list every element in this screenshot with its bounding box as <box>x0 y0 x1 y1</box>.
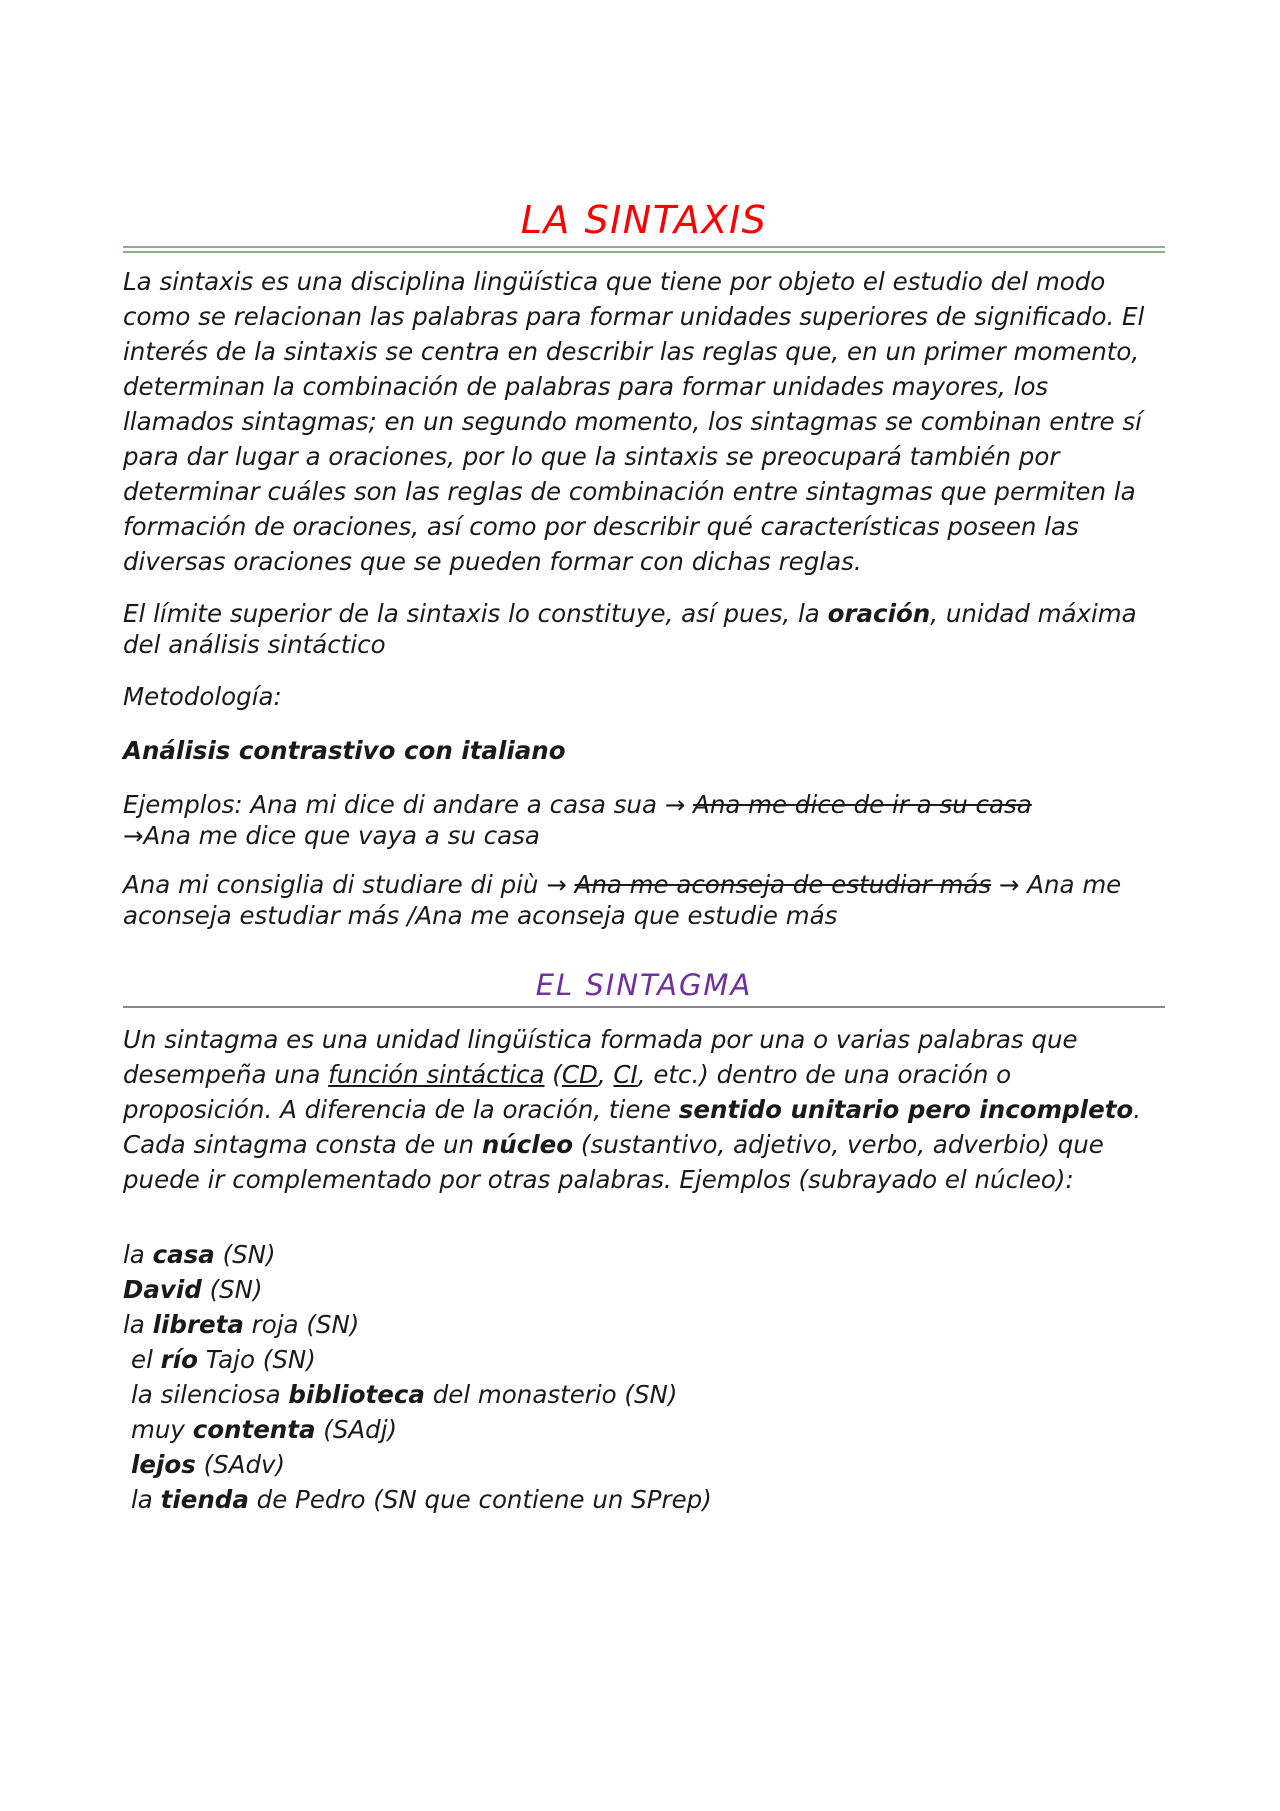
example-pre: el <box>131 1345 161 1374</box>
section-divider <box>123 1006 1165 1008</box>
example-item <box>123 1342 1165 1377</box>
sintagma-text: . Cada sintagma consta de un <box>123 1095 1142 1159</box>
example-post: de Pedro (SN que contiene un SPrep) <box>248 1485 712 1514</box>
arrow-right-icon: → <box>123 821 144 850</box>
example-pre: la silenciosa <box>131 1380 289 1409</box>
example-post: (SN) <box>214 1240 276 1269</box>
link-cd[interactable]: CD <box>561 1060 598 1089</box>
example-item <box>123 1412 1165 1447</box>
arrow-right-icon: → <box>546 870 567 899</box>
example-1-correct: Ana me dice que vaya a su casa <box>143 821 540 850</box>
example-nucleus: contenta <box>192 1415 316 1444</box>
example-pre: la <box>131 1485 161 1514</box>
intro-paragraph: La sintaxis es una disciplina lingüística que tiene por objeto el estudio del modo como se relacionan las palabras para formar unidades superiores de significado. El interés de la sintaxis se centra en describir las reglas que, en un primer momento, determinan la combinación de palabras para formar unidades mayores, los llamados sintagmas; en un segundo momento, los sintagmas se combinan entre sí para dar lugar a oraciones, por lo que la sintaxis se preocupará también por determinar cuáles son las reglas de combinación entre sintagmas que permiten la formación de oraciones, así como por describir qué características poseen las diversas oraciones que se pueden formar con dichas reglas. <box>123 267 1145 576</box>
example-pre: la <box>123 1310 153 1339</box>
limite-text-post: , unidad máxima del análisis sintáctico <box>123 599 1137 659</box>
sintagma-text: , <box>597 1060 614 1089</box>
title-divider <box>123 246 1165 253</box>
example-item <box>123 1272 1165 1307</box>
example-2 <box>123 869 1165 931</box>
example-nucleus: David <box>123 1275 202 1304</box>
example-2-incorrect: Ana me aconseja de estudiar más <box>574 870 992 899</box>
example-item <box>123 1447 1165 1482</box>
sintagma-text: ( <box>544 1060 562 1089</box>
example-post: del monasterio (SN) <box>424 1380 678 1409</box>
arrow-right-icon: → <box>664 790 686 819</box>
example-post: Tajo (SN) <box>197 1345 316 1374</box>
sintagma-text: Un sintagma es una unidad lingüística formada por una o varias palabras que desempeña una <box>123 1025 1078 1089</box>
document-page <box>123 196 1165 1517</box>
examples-list <box>123 1237 1165 1517</box>
example-post: (SAdj) <box>315 1415 398 1444</box>
link-ci[interactable]: CI <box>613 1060 638 1089</box>
example-pre: la <box>123 1240 153 1269</box>
example-nucleus: río <box>160 1345 198 1374</box>
sintagma-bold-nucleo: núcleo <box>481 1130 574 1159</box>
analisis-heading: Análisis contrastivo con italiano <box>123 736 566 765</box>
example-nucleus: biblioteca <box>288 1380 425 1409</box>
sintagma-paragraph <box>123 1022 1165 1197</box>
example-1-incorrect: Ana me dice de ir a su casa <box>693 790 1032 819</box>
section-title: EL SINTAGMA <box>535 968 753 1002</box>
example-post: (SN) <box>201 1275 263 1304</box>
example-pre: muy <box>131 1415 193 1444</box>
example-item <box>123 1307 1165 1342</box>
page-title: LA SINTAXIS <box>520 198 768 242</box>
link-funcion-sintactica[interactable]: función sintáctica <box>328 1060 545 1089</box>
example-nucleus: tienda <box>160 1485 249 1514</box>
metodologia-label: Metodología: <box>123 682 282 711</box>
example-2-italian: Ana mi consiglia di studiare di più <box>123 870 547 899</box>
example-1-italian: Ejemplos: Ana mi dice di andare a casa sua <box>123 790 665 819</box>
example-item <box>123 1482 1165 1517</box>
example-nucleus: casa <box>152 1240 215 1269</box>
example-1 <box>123 789 1165 851</box>
example-post: (SAdv) <box>195 1450 286 1479</box>
example-item <box>123 1377 1165 1412</box>
sintagma-bold-sentido: sentido unitario pero incompleto <box>678 1095 1134 1124</box>
example-nucleus: libreta <box>152 1310 244 1339</box>
example-2-correct: Ana me aconseja estudiar más /Ana me aconseja que estudie más <box>123 870 1122 930</box>
example-post: roja (SN) <box>243 1310 360 1339</box>
limite-bold: oración <box>827 599 931 628</box>
example-item <box>123 1237 1165 1272</box>
limite-paragraph <box>123 598 1165 660</box>
sintagma-text: (sustantivo, adjetivo, verbo, adverbio) que puede ir complementado por otras palabras. Ejemplos (subrayado el núcleo): <box>123 1130 1104 1194</box>
arrow-right-icon: → <box>998 870 1020 899</box>
example-nucleus: lejos <box>131 1450 196 1479</box>
limite-text-pre: El límite superior de la sintaxis lo constituye, así pues, la <box>123 599 828 628</box>
sintagma-text: , etc.) dentro de una oración o proposición. A diferencia de la oración, tiene <box>123 1060 1012 1124</box>
